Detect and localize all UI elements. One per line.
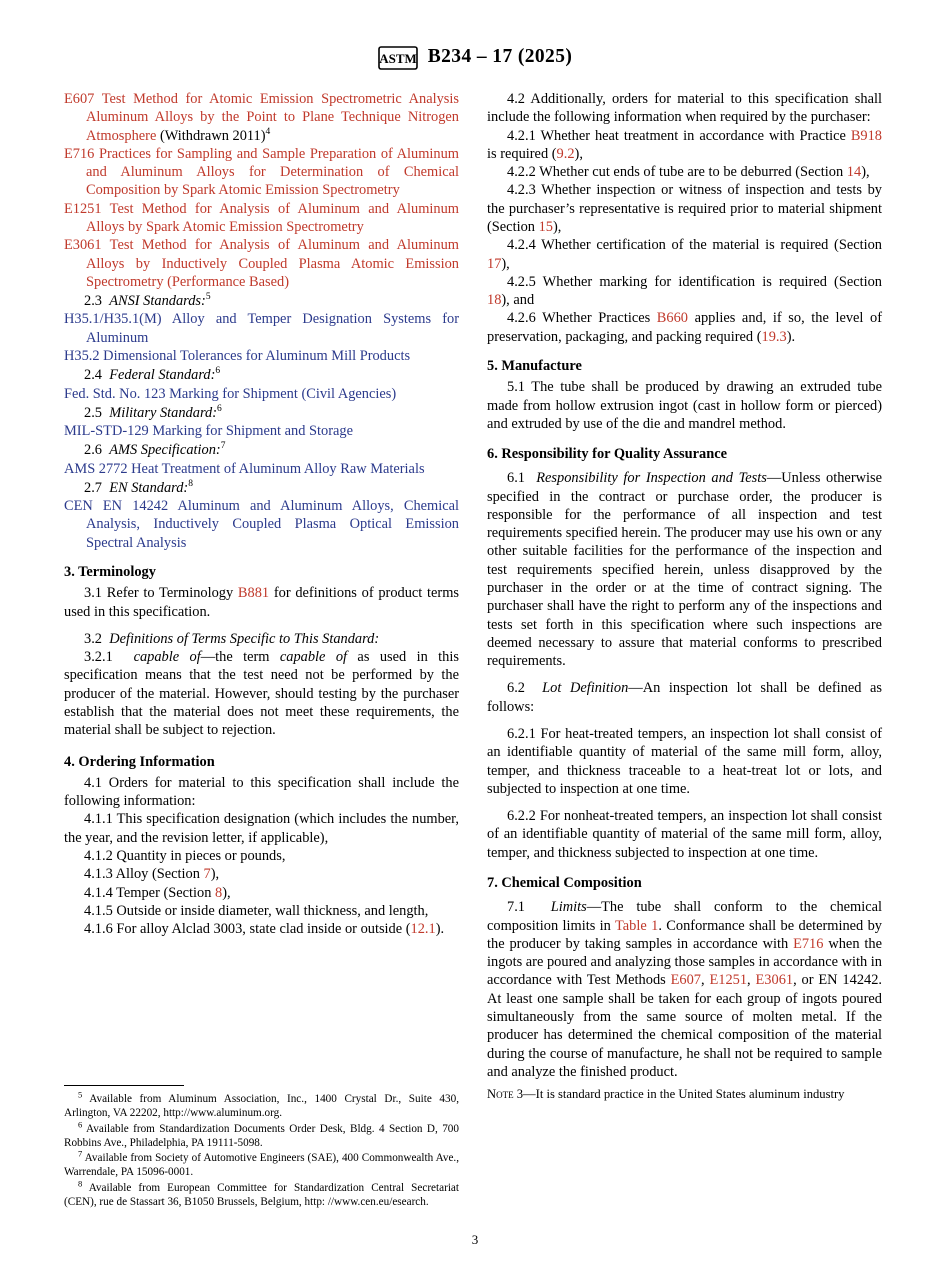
para-4-2-1-pre: 4.2.1 Whether heat treatment in accordance with Practice: [507, 127, 851, 144]
footnote-7-text: Available from Society of Automotive Engineers (SAE), 400 Commonwealth Ave., Warrendale, PA 15096-0001.: [64, 1152, 459, 1178]
ansi-standards-heading: [64, 292, 459, 310]
link-section-17[interactable]: 17: [487, 255, 502, 272]
federal-label-sup: 6: [215, 366, 221, 377]
para-4-2-4-post: ),: [501, 255, 510, 272]
note-3-label: Note 3—: [487, 1087, 536, 1102]
footnote-7-sup: 7: [78, 1148, 83, 1159]
term-capable-of-2: capable of: [279, 649, 348, 666]
para-7-1-num: 7.1: [507, 899, 525, 916]
footnote-5: [64, 1089, 459, 1120]
federal-standard-heading: [64, 366, 459, 384]
ams-item-2772[interactable]: AMS 2772 Heat Treatment of Aluminum Alloy Raw Materials: [64, 460, 425, 477]
para-4-1-4-post: ),: [222, 884, 231, 901]
footnote-8-sup: 8: [78, 1177, 83, 1188]
para-4-1-3-pre: 4.1.3 Alloy (Section: [84, 866, 204, 883]
para-4-2-6-pre: 4.2.6 Whether Practices: [507, 310, 657, 327]
para-4-2-1-mid: is required (: [487, 145, 557, 162]
para-4-2-6-mid: applies and, if so, the level of preservation, packaging, and packing required (: [487, 310, 883, 345]
para-4-2-1: [487, 127, 882, 164]
page-header: [64, 44, 886, 70]
footnote-rule: [64, 1085, 184, 1086]
link-b660[interactable]: B660: [656, 310, 688, 327]
reference-e607-suffix-sup: 4: [265, 126, 271, 137]
para-6-2-2: 6.2.2 For nonheat-treated tempers, an inspection lot shall consist of an identifiable quantity of material of the same mill form, alloy, temper, and thickness subjected to inspection at one time.: [487, 808, 882, 861]
right-column: [487, 90, 882, 1104]
para-4-1-5: 4.1.5 Outside or inside diameter, wall thickness, and length,: [84, 902, 429, 919]
ams-number: 2.6: [84, 442, 102, 459]
link-9-2[interactable]: 9.2: [556, 145, 575, 162]
section-heading-terminology: 3. Terminology: [64, 564, 156, 581]
para-7-1-e: ,: [747, 972, 756, 989]
para-6-1: [487, 469, 882, 670]
para-7-1-b: . Conformance shall be determined by the producer by taking samples in accordance with: [487, 917, 882, 952]
para-4-1-1: 4.1.1 This specification designation (which includes the number, the year, and the revision letter, if applicable),: [64, 811, 459, 846]
para-4-2-6-post: ).: [786, 328, 796, 345]
para-4-1-3-post: ),: [210, 866, 220, 883]
ams-label-sup: 7: [220, 441, 226, 452]
ams-label: AMS Specification:: [109, 442, 221, 459]
link-b881[interactable]: B881: [237, 585, 270, 602]
two-column-body: [64, 90, 886, 1104]
para-3-2-1-rest: as used in this specification means that the test need not be performed by the producer of the material. However, should testing by the purchaser establish that the material does not meet these requirements, the material shall be subject to rejection.: [64, 649, 459, 739]
para-7-1-c: when the ingots are poured and analyzing those samples in accordance with in accordance with Test Methods: [487, 935, 882, 989]
reference-e1251[interactable]: E1251 Test Method for Analysis of Aluminum and Aluminum Alloys by Spark Atomic Emission Spectrometry: [64, 200, 459, 235]
para-4-1-2: 4.1.2 Quantity in pieces or pounds,: [84, 847, 286, 864]
reference-e607-text: E607 Test Method for Atomic Emission Spectrometric Analysis Aluminum Alloys by the Point to Plane Technique Nitrogen Atmosphere: [64, 91, 459, 144]
para-7-1-italic: Limits: [550, 899, 587, 916]
footnote-8: [64, 1177, 459, 1209]
federal-number: 2.4: [84, 367, 102, 384]
ansi-label: ANSI Standards:: [109, 293, 206, 310]
footnote-6-sup: 6: [78, 1118, 83, 1129]
en-label: EN Standard:: [109, 479, 189, 496]
para-7-1-a: —The tube shall conform to the chemical composition limits in: [487, 899, 882, 934]
para-3-2-1-dash: —the term: [200, 649, 280, 666]
para-3-2-italic: Definitions of Terms Specific to This Standard:: [109, 630, 380, 647]
link-e1251[interactable]: E1251: [709, 972, 748, 989]
en-number: 2.7: [84, 479, 102, 496]
en-standard-heading: [64, 479, 459, 497]
para-4-1-6-pre: 4.1.6 For alloy Alclad 3003, state clad inside or outside (: [84, 921, 411, 938]
para-4-1-3: [64, 865, 459, 883]
link-table-1[interactable]: Table 1: [615, 917, 659, 934]
para-6-2-num: 6.2: [507, 680, 525, 697]
page-number: 3: [471, 1232, 479, 1247]
ansi-item-h35-1[interactable]: H35.1/H35.1(M) Alloy and Temper Designation Systems for Aluminum: [64, 311, 459, 346]
footnote-8-text: Available from European Committee for Standardization Central Secretariat (CEN), rue de Stassart 36, B1050 Brussels, Belgium, http: //www.cen.eu/esearch.: [64, 1181, 459, 1208]
federal-item-fed-std-123[interactable]: Fed. Std. No. 123 Marking for Shipment (Civil Agencies): [64, 385, 397, 402]
para-6-1-num: 6.1: [507, 470, 525, 487]
link-section-14[interactable]: 14: [846, 164, 862, 181]
para-4-1-4: [64, 884, 459, 902]
astm-logo: [378, 45, 418, 71]
link-section-8[interactable]: 8: [215, 884, 223, 901]
reference-e3061[interactable]: E3061 Test Method for Analysis of Aluminum and Aluminum Alloys by Inductively Coupled Plasma Atomic Emission Spectrometry (Performance Based): [64, 237, 459, 290]
left-column: [64, 90, 459, 938]
para-4-2-3-pre: 4.2.3 Whether inspection or witness of inspection and tests by the purchaser’s representative is required prior to material shipment (Section: [487, 182, 882, 235]
footnote-5-text: Available from Aluminum Association, Inc., 1400 Crystal Dr., Suite 430, Arlington, VA 22202, http://www.aluminum.org.: [64, 1093, 459, 1119]
military-label-sup: 6: [217, 403, 222, 414]
link-12-1[interactable]: 12.1: [410, 921, 436, 938]
para-4-2-1-post: ),: [574, 145, 583, 162]
reference-e607[interactable]: [64, 90, 459, 145]
para-3-1-post: for definitions of product terms used in this specification.: [64, 585, 459, 620]
military-number: 2.5: [84, 404, 102, 421]
para-4-2-6: [487, 309, 882, 346]
link-section-18[interactable]: 18: [487, 292, 502, 309]
reference-e716[interactable]: E716 Practices for Sampling and Sample Preparation of Aluminum and Aluminum Alloys for Determination of Chemical Composition by Spark Atomic Emission Spectrometry: [64, 145, 459, 199]
para-4-1-4-pre: 4.1.4 Temper (Section: [84, 884, 216, 901]
section-heading-chemical-composition: 7. Chemical Composition: [487, 874, 642, 891]
note-3: [487, 1087, 882, 1103]
para-3-2-num: 3.2: [84, 630, 102, 647]
para-7-1-d: ,: [701, 972, 710, 989]
footnote-6-text: Available from Standardization Documents Order Desk, Bldg. 4 Section D, 700 Robbins Ave., Philadelphia, PA 19111-5098.: [64, 1122, 459, 1149]
link-e3061[interactable]: E3061: [755, 972, 794, 989]
para-3-1: [64, 584, 459, 621]
ansi-item-h35-2[interactable]: H35.2 Dimensional Tolerances for Aluminum Mill Products: [64, 347, 411, 364]
para-3-2-1: [64, 648, 459, 739]
section-heading-manufacture: 5. Manufacture: [487, 357, 582, 374]
para-3-2: [64, 630, 459, 648]
link-e716[interactable]: E716: [793, 935, 824, 952]
para-4-2-5: [487, 273, 882, 310]
para-6-2-1: 6.2.1 For heat-treated tempers, an inspection lot shall consist of an identifiable quantity of material of the same mill form, alloy, temper, and thickness traceable to a heat-treat lot or lots, and subjected to inspection at one time.: [487, 726, 882, 797]
en-label-sup: 8: [188, 479, 193, 490]
term-capable-of: capable of: [133, 649, 201, 666]
para-4-2-5-post: ), and: [501, 292, 535, 309]
ams-specification-heading: [64, 441, 459, 459]
ansi-number: 2.3: [84, 293, 102, 310]
para-4-2: 4.2 Additionally, orders for material to this specification shall include the following information when required by the purchaser:: [487, 91, 882, 126]
para-6-2-rest: —An inspection lot shall be defined as follows:: [487, 680, 883, 715]
para-4-2-2: [487, 163, 882, 181]
para-4-2-2-post: ),: [861, 164, 870, 181]
para-4-2-4-pre: 4.2.4 Whether certification of the material is required (Section: [507, 237, 882, 254]
link-section-7[interactable]: 7: [203, 866, 211, 883]
reference-e607-suffix: (Withdrawn 2011): [159, 127, 266, 144]
military-item-mil-std-129[interactable]: MIL-STD-129 Marking for Shipment and Storage: [64, 423, 353, 440]
footnote-5-sup: 5: [78, 1089, 83, 1100]
link-b918[interactable]: B918: [850, 127, 882, 144]
para-4-2-3-post: ),: [552, 218, 562, 235]
link-e607[interactable]: E607: [670, 972, 701, 989]
footnote-7: [64, 1148, 459, 1179]
federal-label: Federal Standard:: [109, 367, 216, 384]
para-6-2: [487, 679, 882, 716]
para-6-1-italic: Responsibility for Inspection and Tests: [536, 470, 767, 487]
para-5-1: 5.1 The tube shall be produced by drawing an extruded tube made from hollow extrusion ingot (cast in hollow form or pierced) and extruded by use of the die and mandrel method.: [487, 379, 882, 432]
en-item-14242[interactable]: CEN EN 14242 Aluminum and Aluminum Alloys, Chemical Analysis, Inductively Coupled Plasma Optical Emission Spectral Analysis: [64, 498, 459, 551]
military-label: Military Standard:: [109, 404, 217, 421]
link-section-15[interactable]: 15: [538, 218, 553, 235]
military-standard-heading: [64, 404, 459, 422]
para-6-1-rest: —Unless otherwise specified in the contract or purchase order, the producer is responsible for the performance of all inspection and test requirements specified herein. The producer may use his own or any other suitable facilities for the performance of the inspection and test requirements specified herein, unless disapproved by the purchaser in the order or at the time of contract signing. The purchaser shall have the right to perform any of the inspections and tests set forth in this specification where such inspections are deemed necessary to assure that material conforms to prescribed requirements.: [487, 470, 882, 670]
page-title: B234 – 17 (2025): [427, 46, 573, 67]
svg-text:ASTM: ASTM: [378, 51, 417, 66]
section-heading-responsibility: 6. Responsibility for Quality Assurance: [487, 446, 728, 463]
footnotes: [64, 1085, 459, 1210]
footnote-6: [64, 1118, 459, 1150]
para-3-2-1-num: 3.2.1: [84, 649, 113, 666]
para-4-2-2-pre: 4.2.2 Whether cut ends of tube are to be deburred (Section: [507, 164, 847, 181]
link-19-3[interactable]: 19.3: [761, 328, 787, 345]
para-6-2-italic: Lot Definition: [542, 680, 629, 697]
ansi-label-sup: 5: [205, 292, 211, 303]
para-7-1: [487, 898, 882, 1081]
para-7-1-f: , or EN 14242. At least one sample shall be taken for each group of ingots poured simultaneously from the same source of molten metal. If the producer has determined the chemical composition of the material during the course of manufacture, he shall not be required to sample and analyze the finished product.: [487, 972, 883, 1080]
para-4-1-6: [64, 920, 459, 938]
para-4-2-5-pre: 4.2.5 Whether marking for identification is required (Section: [507, 273, 882, 290]
para-4-2-4: [487, 236, 882, 273]
para-4-1-6-post: ).: [435, 921, 445, 938]
para-3-1-pre: 3.1 Refer to Terminology: [84, 585, 238, 602]
section-heading-ordering: 4. Ordering Information: [64, 753, 215, 770]
para-4-2-3: [487, 181, 882, 236]
note-3-text: It is standard practice in the United States aluminum industry: [535, 1087, 845, 1102]
para-4-1: 4.1 Orders for material to this specification shall include the following information:: [64, 774, 459, 810]
